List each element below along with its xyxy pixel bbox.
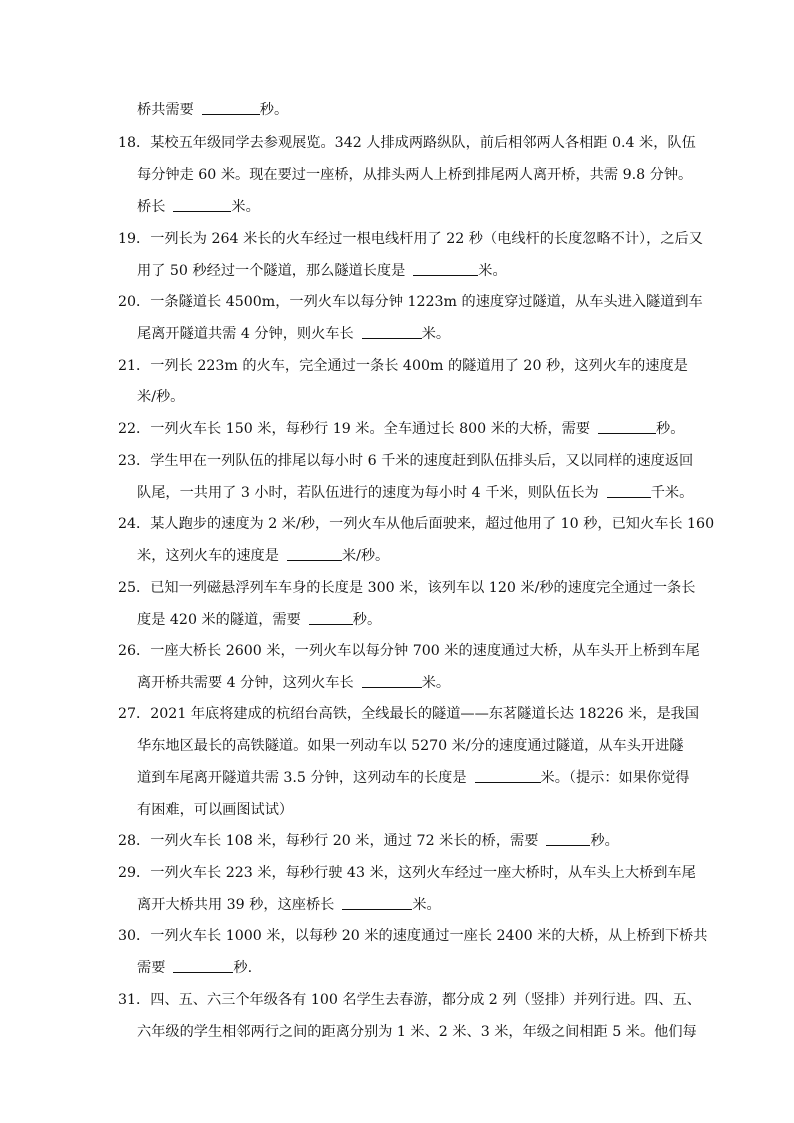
q21-line-2	[137, 387, 184, 407]
q24-line-2	[137, 546, 389, 566]
q31-line-1	[118, 990, 701, 1010]
q18-line-1	[118, 133, 696, 153]
text-segment: 华东地区最长的高铁隧道。如果一列动车以 5270 米/分的速度通过隧道，从车头开进隧	[137, 738, 684, 754]
q18-line-2	[137, 165, 692, 185]
text-segment: 25．已知一列磁悬浮列车车身的长度是 300 米，该列车以 120 米/秒的速度完全通过一条长	[118, 580, 696, 596]
text-segment: 每分钟走 60 米。现在要过一座桥，从排头两人上桥到排尾两人离开桥，共需 9.8 分钟。	[137, 167, 693, 183]
text-segment: 队尾，一共用了 3 小时，若队伍进行的速度为每小时 4 千米，则队伍长为	[137, 485, 599, 501]
answer-blank[interactable]	[173, 197, 231, 212]
q23-line-2	[137, 483, 693, 503]
text-segment: 度是 420 米的隧道，需要	[137, 612, 301, 628]
text-segment: 米。	[412, 897, 441, 913]
answer-blank[interactable]	[475, 768, 541, 783]
text-segment: 离开大桥共用 39 秒，这座桥长	[137, 897, 335, 913]
q19-line-1	[118, 229, 703, 249]
text-segment: 尾离开隧道共需 4 分钟，则火车长	[137, 326, 354, 342]
text-segment: 30．一列火车长 1000 米，以每秒 20 米的速度通过一座长 2400 米的大桥，从上桥到下桥共	[118, 928, 708, 944]
text-segment: 26．一座大桥长 2600 米，一列火车以每分钟 700 米的速度通过大桥，从车头开上桥到车尾	[118, 643, 700, 659]
text-segment: 18．某校五年级同学去参观展览。342 人排成两路纵队，前后相邻两人各相距 0.4 米，队伍	[118, 135, 696, 151]
text-segment: 六年级的学生相邻两行之间的距离分别为 1 米、2 米、3 米，年级之间相距 5 米。他们每	[137, 1024, 697, 1040]
text-segment: 千米。	[650, 485, 694, 501]
text-segment: 用了 50 秒经过一个隧道，那么隧道长度是	[137, 263, 406, 279]
q28-line-1	[118, 831, 619, 851]
answer-blank[interactable]	[546, 831, 590, 846]
q18-line-3	[137, 197, 260, 217]
text-segment: 31．四、五、六三个年级各有 100 名学生去春游，都分成 2 列（竖排）并列行进。四、五、	[118, 992, 701, 1008]
text-segment: 23．学生甲在一列队伍的排尾以每小时 6 千米的速度赶到队伍排头后，又以同样的速度返回	[118, 453, 694, 469]
q29-line-2	[137, 895, 441, 915]
text-segment: 离开桥共需要 4 分钟，这列火车长	[137, 675, 354, 691]
text-segment: 米。	[421, 326, 451, 342]
answer-blank[interactable]	[362, 324, 422, 339]
q20-line-1	[118, 292, 703, 312]
text-segment: 米/秒。	[137, 389, 185, 405]
q17-continuation	[137, 100, 288, 120]
q30-line-1	[118, 926, 707, 946]
answer-blank[interactable]	[309, 610, 353, 625]
text-segment: 米。	[421, 675, 451, 691]
q26-line-1	[118, 641, 700, 661]
text-segment: 秒。	[259, 102, 289, 118]
text-segment: 秒.	[233, 960, 253, 976]
q22-line-1	[118, 419, 684, 439]
q27-line-4	[137, 800, 293, 820]
text-segment: 道到车尾离开隧道共需 3.5 分钟，这列动车的长度是	[137, 770, 467, 786]
text-segment: 28．一列火车长 108 米，每秒行 20 米，通过 72 米长的桥，需要	[118, 833, 539, 849]
answer-blank[interactable]	[287, 546, 342, 561]
answer-blank[interactable]	[362, 673, 422, 688]
text-segment: 米/秒。	[341, 548, 390, 564]
q26-line-2	[137, 673, 450, 693]
answer-blank[interactable]	[598, 419, 656, 434]
q19-line-2	[137, 261, 507, 281]
q24-line-1	[118, 514, 714, 534]
q25-line-2	[137, 610, 381, 630]
text-segment: 米，这列火车的速度是	[137, 548, 279, 564]
q27-line-2	[137, 736, 683, 756]
text-segment: 米。	[231, 199, 260, 215]
answer-blank[interactable]	[173, 958, 233, 973]
q20-line-2	[137, 324, 450, 344]
text-segment: 20．一条隧道长 4500m，一列火车以每分钟 1223m 的速度穿过隧道，从车头进入隧道到车	[118, 294, 703, 310]
q29-line-1	[118, 863, 696, 883]
q21-line-1	[118, 356, 688, 376]
answer-blank[interactable]	[413, 261, 478, 276]
q31-line-2	[137, 1022, 697, 1042]
q23-line-1	[118, 451, 693, 471]
text-segment: 22．一列火车长 150 米，每秒行 19 米。全车通过长 800 米的大桥，需要	[118, 421, 591, 437]
text-segment: 27．2021 年底将建成的杭绍台高铁，全线最长的隧道——东茗隧道长达 18226 米，是我国	[118, 706, 700, 722]
answer-blank[interactable]	[202, 100, 260, 115]
q30-line-2	[137, 958, 252, 978]
text-segment: 米。（提示：如果你觉得	[540, 770, 690, 786]
q25-line-1	[118, 578, 695, 598]
text-segment: 21．一列长 223m 的火车，完全通过一条长 400m 的隧道用了 20 秒，这列火车的速度是	[118, 358, 688, 374]
text-segment: 秒。	[590, 833, 619, 849]
text-segment: 秒。	[352, 612, 382, 628]
text-segment: 桥共需要	[137, 102, 194, 118]
text-segment: 需要	[137, 960, 166, 976]
answer-blank[interactable]	[607, 483, 651, 498]
text-segment: 秒。	[656, 421, 685, 437]
text-segment: 19．一列长为 264 米长的火车经过一根电线杆用了 22 秒（电线杆的长度忽略不计），之后又	[118, 231, 703, 247]
text-segment: 29．一列火车长 223 米，每秒行驶 43 米，这列火车经过一座大桥时，从车头上大桥到车尾	[118, 865, 696, 881]
text-segment: 米。	[478, 263, 507, 279]
text-segment: 有困难，可以画图试试）	[137, 802, 294, 818]
answer-blank[interactable]	[342, 895, 412, 910]
text-segment: 24．某人跑步的速度为 2 米/秒，一列火车从他后面驶来，超过他用了 10 秒，已知火车长 160	[118, 516, 715, 532]
text-segment: 桥长	[137, 199, 166, 215]
q27-line-3	[137, 768, 690, 788]
q27-line-1	[118, 704, 699, 724]
